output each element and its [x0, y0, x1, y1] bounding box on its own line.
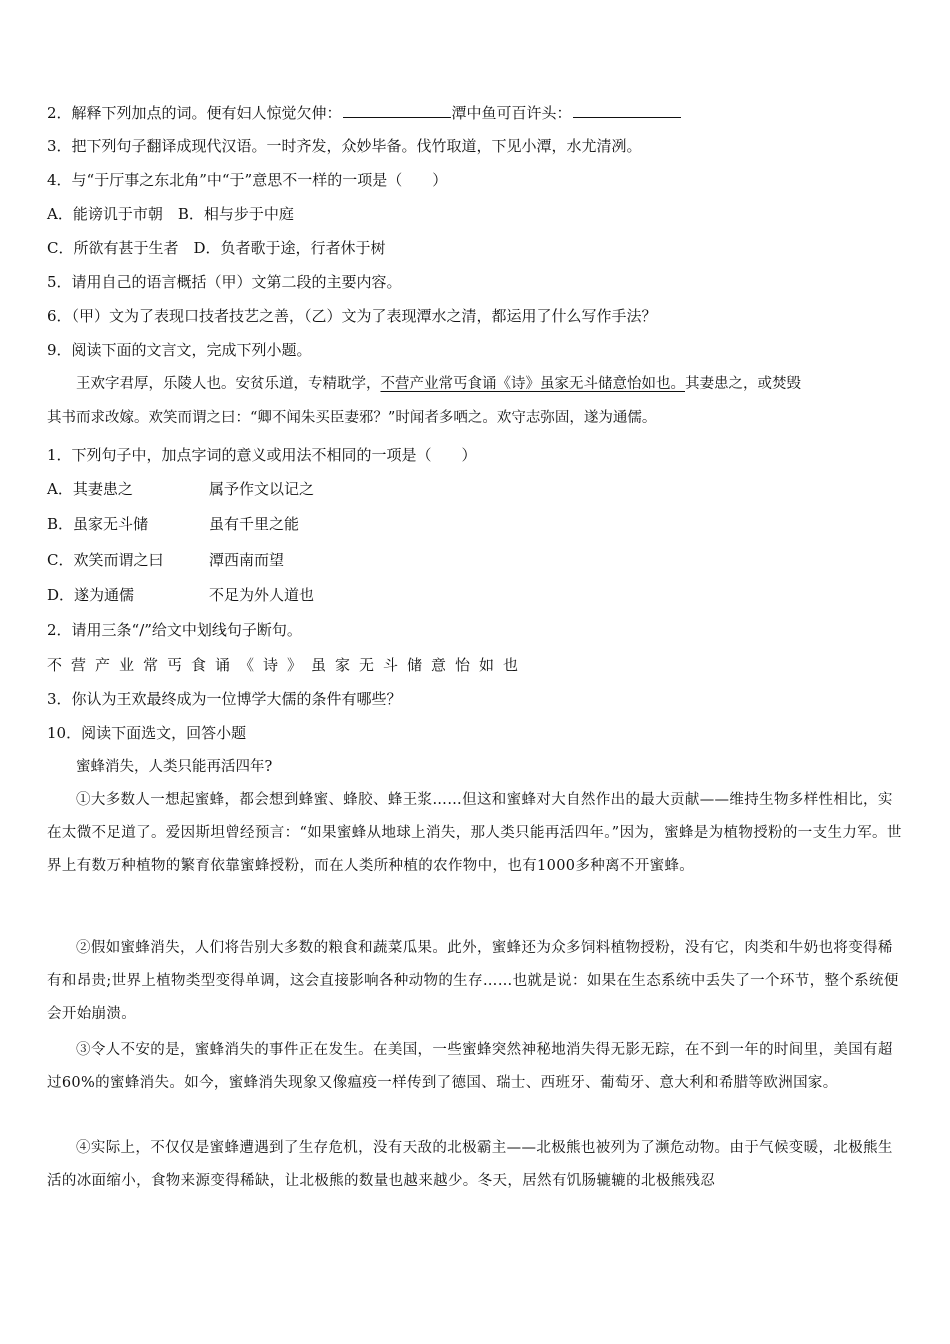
- option-c-pair: 潭西南而望: [209, 551, 285, 569]
- option-a-pair: 属予作文以记之: [209, 480, 315, 498]
- question-9-2-sentence: 不营产业常丐食诵《诗》虽家无斗储意怡如也: [47, 656, 528, 674]
- option-d-pair: 不足为外人道也: [209, 586, 315, 604]
- passage-9-underlined: 不营产业常丐食诵《诗》虽家无斗储意怡如也。: [380, 376, 685, 392]
- option-b: [47, 514, 299, 534]
- passage-9-line-1: [76, 374, 801, 394]
- question-2-mid: 潭中鱼可百许头：: [451, 104, 572, 122]
- article-paragraph-2: ②假如蜜蜂消失，人们将告别大多数的粮食和蔬菜瓜果。此外，蜜蜂还为众多饲料植物授粉，没有它，肉类和牛奶也将变得稀有和昂贵;世界上植物类型变得单调，这会直接影响各种动物的生存……也就是说：如果在生态系统中丢失了一个环节，整个系统便会开始崩溃。: [47, 940, 899, 1022]
- option-c: [47, 550, 284, 570]
- option-d: [47, 585, 314, 605]
- article-paragraph-3: ③令人不安的是，蜜蜂消失的事件正在发生。在美国，一些蜜蜂突然神秘地消失得无影无踪，在不到一年的时间里，美国有超过60%的蜜蜂消失。如今，蜜蜂消失现象又像瘟疫一样传到了德国、瑞士、西班牙、葡萄牙、意大利和希腊等欧洲国家。: [47, 1042, 893, 1091]
- option-c-label: C．欢笑而谓之曰: [47, 551, 164, 569]
- question-6: 6．（甲）文为了表现口技者技艺之善，（乙）文为了表现潭水之清，都运用了什么写作手法？: [47, 307, 657, 325]
- question-9-title: 9．阅读下面的文言文，完成下列小题。: [47, 341, 312, 359]
- article-paragraph-1: ①大多数人一想起蜜蜂，都会想到蜂蜜、蜂胶、蜂王浆……但这和蜜蜂对大自然作出的最大贡献——维持生物多样性相比，实在太微不足道了。爱因斯坦曾经预言：“如果蜜蜂从地球上消失，那人类只能再活四年。”因为，蜜蜂是为植物授粉的一支生力军。世界上有数万种植物的繁育依靠蜜蜂授粉，而在人类所种植的农作物中，也有1000多种离不开蜜蜂。: [47, 792, 902, 874]
- question-2-label: 2．解释下列加点的词。便有妇人惊觉欠伸：: [47, 104, 342, 122]
- answer-blank-2[interactable]: [573, 102, 681, 118]
- option-b-label: B．虽家无斗储: [47, 515, 149, 533]
- question-5: 5．请用自己的语言概括（甲）文第二段的主要内容。: [47, 273, 402, 291]
- question-4-options-ab: A．能谤讥于市朝 B．相与步于中庭: [47, 205, 294, 223]
- option-d-label: D．遂为通儒: [47, 586, 135, 604]
- question-9-1: 1．下列句子中，加点字词的意义或用法不相同的一项是（ ）: [47, 446, 477, 464]
- passage-9-end: 其妻患之，或焚毁: [685, 376, 801, 392]
- passage-9-start: 王欢字君厚，乐陵人也。安贫乐道，专精耽学，: [76, 376, 381, 392]
- passage-9-line-2: 其书而求改嫁。欢笑而谓之曰：“卿不闻朱买臣妻邪？”时闻者多哂之。欢守志弥固，遂为通儒。: [47, 410, 657, 426]
- question-4: 4．与“于厅事之东北角”中“于”意思不一样的一项是（ ）: [47, 171, 448, 189]
- question-4-options-cd: C．所欲有甚于生者 D．负者歌于途，行者休于树: [47, 239, 386, 257]
- question-3: 3．把下列句子翻译成现代汉语。一时齐发，众妙毕备。伐竹取道，下见小潭，水尤清冽。: [47, 137, 642, 155]
- option-a-label: A．其妻患之: [47, 480, 133, 498]
- question-9-3: 3．你认为王欢最终成为一位博学大儒的条件有哪些？: [47, 690, 402, 708]
- option-a: [47, 479, 314, 499]
- question-10-title: 10．阅读下面选文，回答小题: [47, 724, 247, 742]
- article-paragraph-4: ④实际上，不仅仅是蜜蜂遭遇到了生存危机，没有天敌的北极霸主——北极熊也被列为了濒危动物。由于气候变暖，北极熊生活的冰面缩小，食物来源变得稀缺，让北极熊的数量也越来越少。冬天，居然有饥肠辘辘的北极熊残忍: [47, 1140, 893, 1189]
- article-title: 蜜蜂消失，人类只能再活四年?: [76, 759, 273, 775]
- question-2: [47, 102, 682, 123]
- answer-blank-1[interactable]: [343, 102, 451, 118]
- question-9-2: 2．请用三条“/”给文中划线句子断句。: [47, 621, 302, 639]
- option-b-pair: 虽有千里之能: [209, 515, 300, 533]
